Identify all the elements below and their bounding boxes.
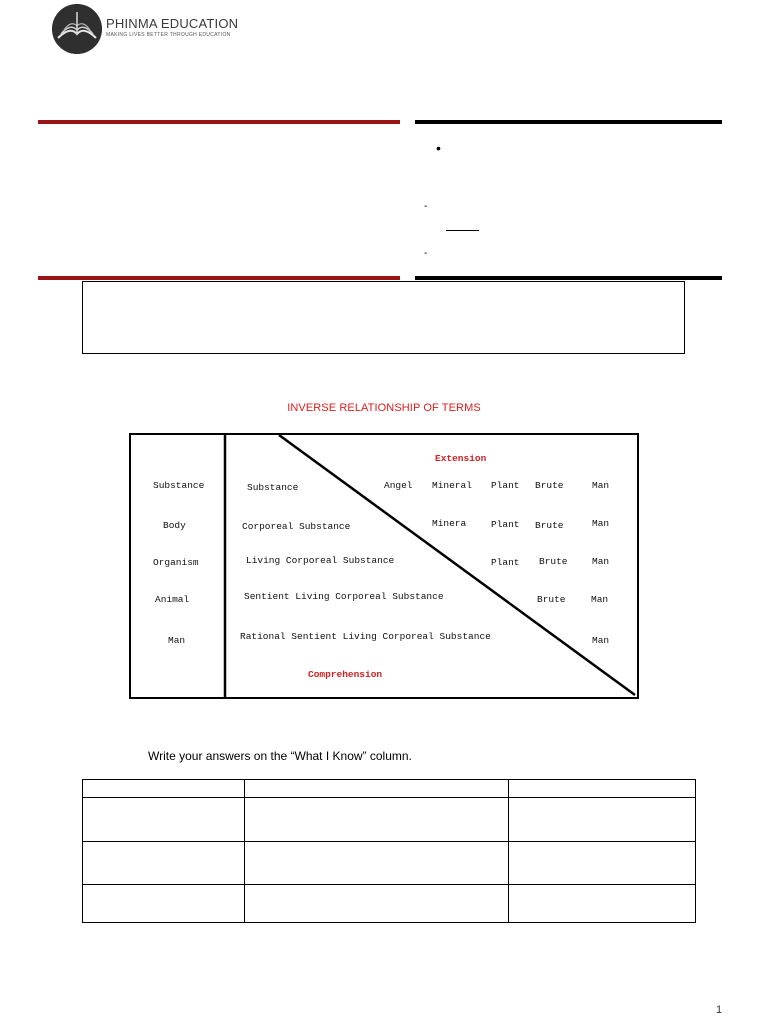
definition-4: Sentient Living Corporeal Substance	[244, 591, 444, 602]
kwl-table	[82, 779, 696, 923]
comprehension-label: Comprehension	[308, 669, 383, 680]
table-cell	[83, 780, 245, 798]
logo-name: PHINMA EDUCATION	[106, 16, 239, 31]
table-cell[interactable]	[509, 842, 696, 885]
logo-tagline: MAKING LIVES BETTER THROUGH EDUCATION	[106, 32, 231, 38]
member-mineral: Mineral	[432, 480, 472, 491]
red-rule-top	[38, 120, 400, 124]
table-cell[interactable]	[83, 842, 245, 885]
table-row	[83, 885, 696, 923]
dash-item-1: -	[424, 201, 428, 212]
member-brute: Brute	[537, 594, 566, 605]
table-cell[interactable]	[83, 798, 245, 842]
table-cell	[245, 780, 509, 798]
member-man: Man	[592, 480, 610, 491]
member-plant: Plant	[491, 519, 520, 530]
definition-5: Rational Sentient Living Corporeal Substance	[240, 631, 491, 642]
table-cell[interactable]	[509, 885, 696, 923]
table-cell	[509, 780, 696, 798]
term-man: Man	[168, 635, 186, 646]
bullet-point: •	[436, 140, 441, 156]
member-angel: Angel	[384, 480, 413, 491]
table-cell[interactable]	[245, 798, 509, 842]
blank-underline	[446, 230, 479, 231]
member-man: Man	[591, 594, 609, 605]
term-animal: Animal	[155, 594, 190, 605]
term-organism: Organism	[153, 557, 199, 568]
table-cell[interactable]	[83, 885, 245, 923]
inverse-relationship-diagram	[129, 433, 639, 699]
empty-text-box	[82, 281, 685, 354]
member-man: Man	[592, 635, 610, 646]
definition-2: Corporeal Substance	[242, 521, 351, 532]
member-minera: Minera	[432, 518, 467, 529]
member-plant: Plant	[491, 480, 520, 491]
instruction-text: Write your answers on the “What I Know” column.	[148, 749, 412, 763]
member-plant: Plant	[491, 557, 520, 568]
member-man: Man	[592, 556, 610, 567]
diagram-title: INVERSE RELATIONSHIP OF TERMS	[287, 402, 481, 414]
page-number: 1	[716, 1004, 723, 1016]
member-brute: Brute	[535, 520, 564, 531]
extension-label: Extension	[435, 453, 487, 464]
phinma-logo-icon	[52, 4, 102, 54]
table-cell[interactable]	[245, 885, 509, 923]
table-row	[83, 798, 696, 842]
table-header-row	[83, 780, 696, 798]
black-rule-bottom	[415, 276, 722, 280]
table-row	[83, 842, 696, 885]
definition-1: Substance	[247, 482, 299, 493]
member-man: Man	[592, 518, 610, 529]
red-rule-bottom	[38, 276, 400, 280]
term-body: Body	[163, 520, 186, 531]
table-cell[interactable]	[245, 842, 509, 885]
member-brute: Brute	[535, 480, 564, 491]
definition-3: Living Corporeal Substance	[246, 555, 395, 566]
term-substance: Substance	[153, 480, 205, 491]
member-brute: Brute	[539, 556, 568, 567]
dash-item-2: -	[424, 248, 428, 259]
table-cell[interactable]	[509, 798, 696, 842]
black-rule-top	[415, 120, 722, 124]
